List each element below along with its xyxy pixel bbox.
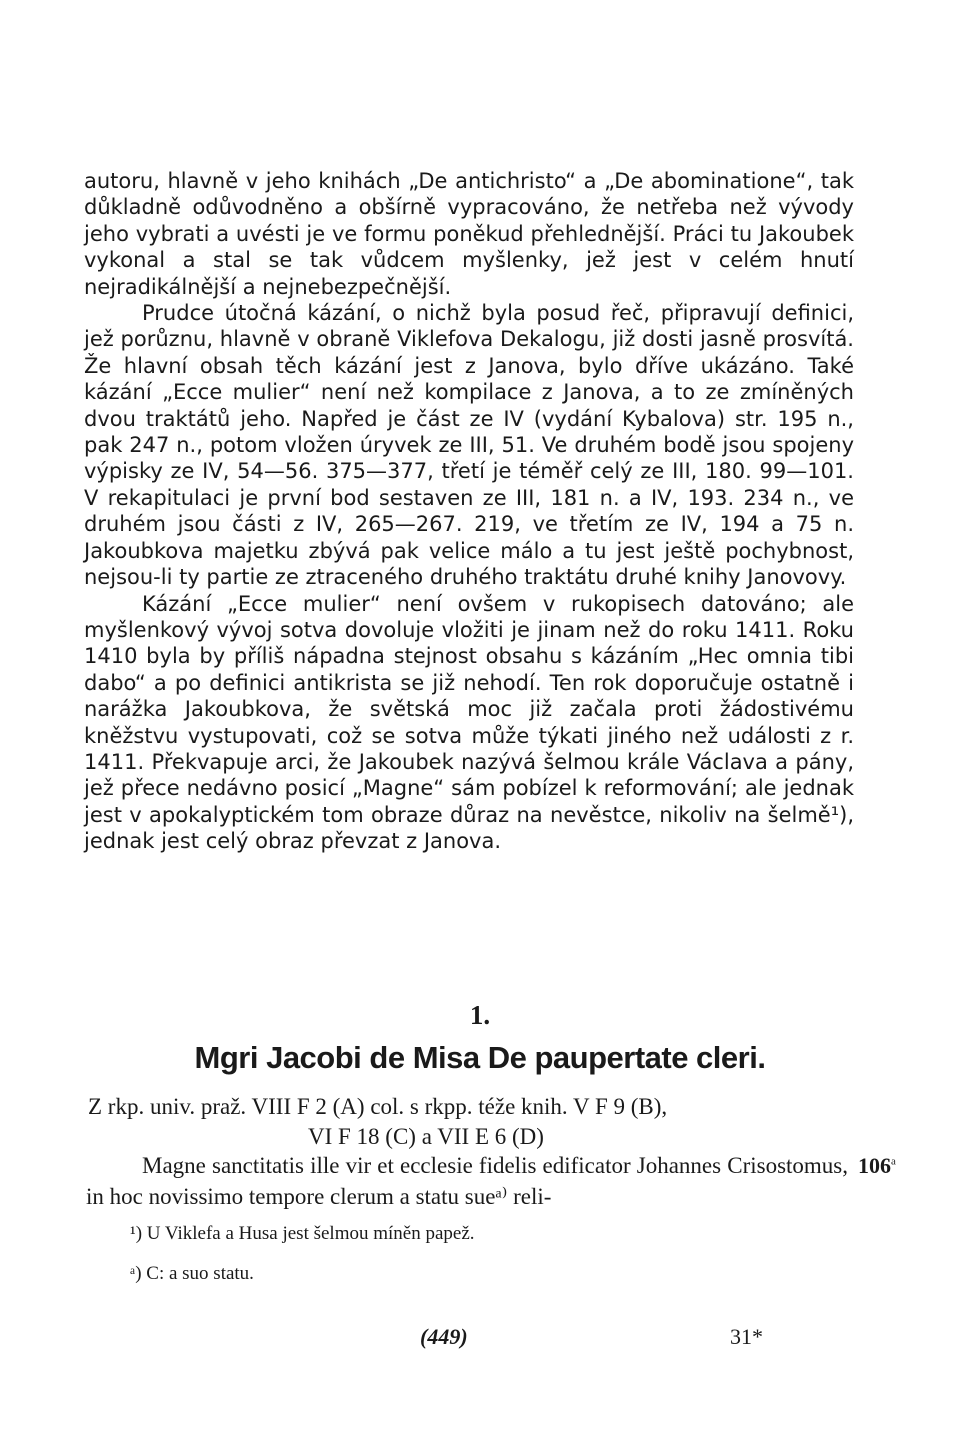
section-title: Mgri Jacobi de Misa De paupertate cleri. [194,1040,766,1075]
paragraph-1: autoru, hlavně v jeho knihách „De antichristo“ a „De abominatione“, tak důkladně odůvodněno a obšírně vypracováno, že netřeba než vývody jeho vybrati a uvésti je ve formu poněkud přehlednější. Práci tu Jakoubek vykonal a stal se tak vůdcem myšlenky, jež jest v celém hnutí nejradikálnější a nejnebezpečnější. [84,169,854,299]
latin-text: Magne sanctitatis ille vir et ecclesie fidelis edificator Johannes Crisostomus, in hoc novissimo tempore clerum a statu sueᵃ⁾ reli- [86,1153,848,1209]
section-number: 1. [469,1000,491,1030]
footnote-a: ᵃ) C: a suo statu. [130,1263,254,1284]
paragraph-2: Prudce útočná kázání, o nichž byla posud řeč, připravují definici, jež porůznu, hlavně v obraně Viklefova Dekalogu, již dosti jasně prosvítá. Že hlavní obsah těch kázání jest z Janova, bylo dříve ukázáno. Také kázání „Ecce mulier“ není než kompilace z Janova, a to ze zmíněných dvou traktátů jeho. Napřed je část ze IV (vydání Kybalova) str. 195 n., pak 247 n., potom vložen úryvek ze III, 51. Ve druhém bodě jsou spojeny výpisky ze IV, 54—56. 375—377, třetí je téměř celý ze III, 180. 99—101. V rekapitulaci je první bod sestaven ze III, 181 n. a IV, 193. 234 n., ve druhém jsou části z IV, 265—267. 219, ve třetím ze IV, 194 a 75 n. Jakoubkova majetku zbývá pak velice málo a tu jest ještě pochybnost, nejsou-li ty partie ze ztraceného druhého traktátu druhé knihy Janovovy. [84,301,854,590]
paragraph-3: Kázání „Ecce mulier“ není ovšem v rukopisech datováno; ale myšlenkový vývoj sotva dovoluje vložiti je jinam než do roku 1411. Roku 1410 byla by příliš nápadna stejnost obsahu s kázáním „Hec omnia tibi dabo“ a po definici antikrista se již nehodí. Ten rok doporučuje ostatně i narážka Jakoubkova, že světská moc již začala proti žádostivému kněžstvu vystupovati, což se sotva může týkati jiného než události z r. 1411. Překvapuje arci, že Jakoubek nazývá šelmou krále Václava a pány, jež přece nedávno posicí „Magne“ sám pobízel k reformování; ale jednak jest v apokalyptickém tom obraze důraz na nevěstce, nikoliv na šelmě¹), jednak jest celý obraz převzat z Janova. [84,591,854,854]
page-number: (449) [420,1324,468,1349]
body-text [84,168,854,855]
signature-mark: 31* [730,1324,763,1349]
footnote-1: ¹) U Viklefa a Husa jest šelmou míněn papež. [130,1223,475,1244]
margin-mark: a [891,1155,896,1168]
margin-number-value: 106 [858,1153,891,1178]
source-note [88,1092,688,1152]
source-line-1: Z rkp. univ. praž. VIII F 2 (A) col. s rkpp. téže knih. V F 9 (B), [88,1094,668,1119]
source-line-2: VI F 18 (C) a VII E 6 (D) [308,1124,544,1149]
margin-number [858,1153,896,1179]
